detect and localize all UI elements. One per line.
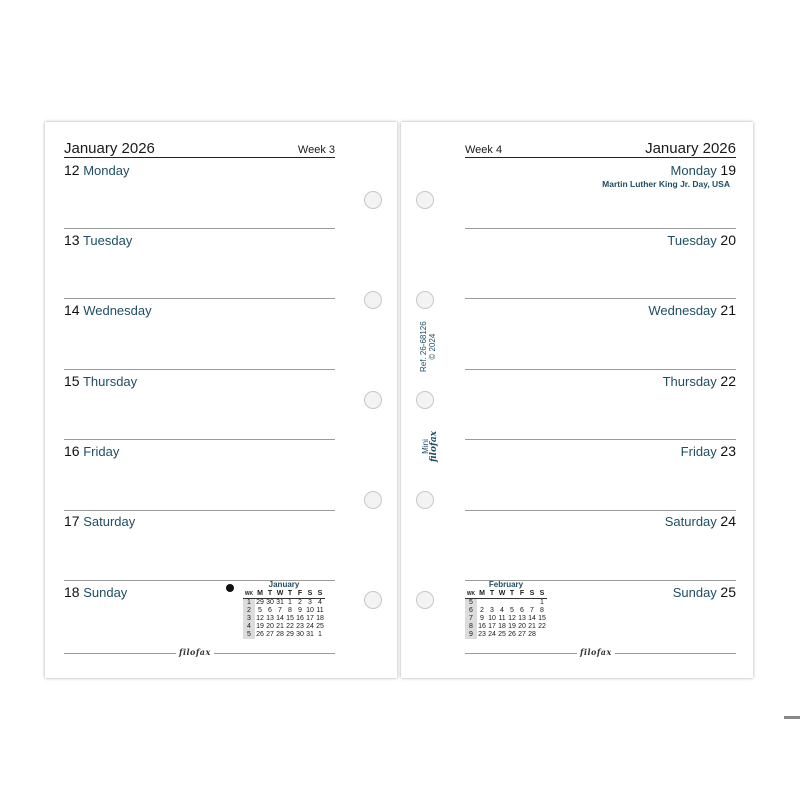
day-entry[interactable]: Wednesday 21 [648, 302, 736, 318]
day-entry[interactable]: 14 Wednesday [64, 302, 152, 318]
day-entry[interactable]: Saturday 24 [664, 513, 736, 529]
spine-label [421, 431, 439, 462]
bullet-dot [226, 584, 234, 592]
header-rule [64, 157, 335, 158]
ring-hole [416, 191, 434, 209]
week-label: Week 4 [465, 144, 503, 156]
mini-calendar-month: January [268, 580, 300, 589]
reference-number: Ref. 26-68126 [419, 321, 428, 372]
ring-hole [416, 591, 434, 609]
day-entry[interactable]: Monday 19 [670, 162, 736, 178]
day-entry[interactable]: 16 Friday [64, 443, 120, 459]
reference-code [419, 321, 437, 372]
day-divider [64, 439, 335, 440]
day-divider [64, 369, 335, 370]
day-entry[interactable]: Tuesday 20 [667, 232, 736, 248]
day-divider [465, 298, 736, 299]
page-title: January 2026 [64, 140, 155, 157]
ring-hole [364, 591, 382, 609]
copyright-year: © 2024 [428, 333, 437, 360]
day-divider [465, 439, 736, 440]
day-divider [64, 510, 335, 511]
holiday-note: Martin Luther King Jr. Day, USA [602, 179, 730, 189]
day-entry[interactable]: 18 Sunday [64, 584, 128, 600]
day-divider [64, 228, 335, 229]
mini-calendar-february: February WK M T W T F S S 5 1 6 2 3 4 5 6 7 8 7 9 10 11 12 13 14 15 8 16 17 18 19 20 21 22 9 23 24 25 26 27 28 [466, 580, 546, 638]
day-divider [465, 228, 736, 229]
header-rule [465, 157, 736, 158]
day-divider [64, 298, 335, 299]
day-entry[interactable]: 15 Thursday [64, 373, 138, 389]
day-entry[interactable]: Thursday 22 [662, 373, 736, 389]
size-label: Mini [421, 439, 430, 454]
filofax-logo: filofax [176, 647, 214, 657]
day-entry[interactable]: 13 Tuesday [64, 232, 133, 248]
filofax-logo: filofax [577, 647, 615, 657]
ring-hole [416, 391, 434, 409]
week-label: Week 3 [297, 144, 335, 156]
ring-hole [364, 291, 382, 309]
ring-hole [416, 491, 434, 509]
left-page [45, 122, 397, 678]
corner-mark [784, 716, 800, 719]
day-entry[interactable]: 17 Saturday [64, 513, 136, 529]
day-entry[interactable]: Friday 23 [680, 443, 736, 459]
day-entry[interactable]: Sunday 25 [672, 584, 736, 600]
mini-calendar-month: February [488, 580, 524, 589]
spine-filofax-logo: filofax [429, 430, 439, 462]
page-title: January 2026 [645, 140, 736, 157]
ring-hole [364, 391, 382, 409]
ring-hole [364, 491, 382, 509]
day-divider [465, 510, 736, 511]
day-divider [465, 369, 736, 370]
ring-hole [364, 191, 382, 209]
ring-hole [416, 291, 434, 309]
day-entry[interactable]: 12 Monday [64, 162, 130, 178]
mini-calendar-january: January WK M T W T F S S 1 29 30 31 1 2 3 4 2 5 6 7 8 9 10 11 3 12 13 14 15 16 17 18 4 19 20 21 22 23 24 25 5 26 27 28 29 30 31 1 [244, 580, 324, 638]
right-page [401, 122, 753, 678]
